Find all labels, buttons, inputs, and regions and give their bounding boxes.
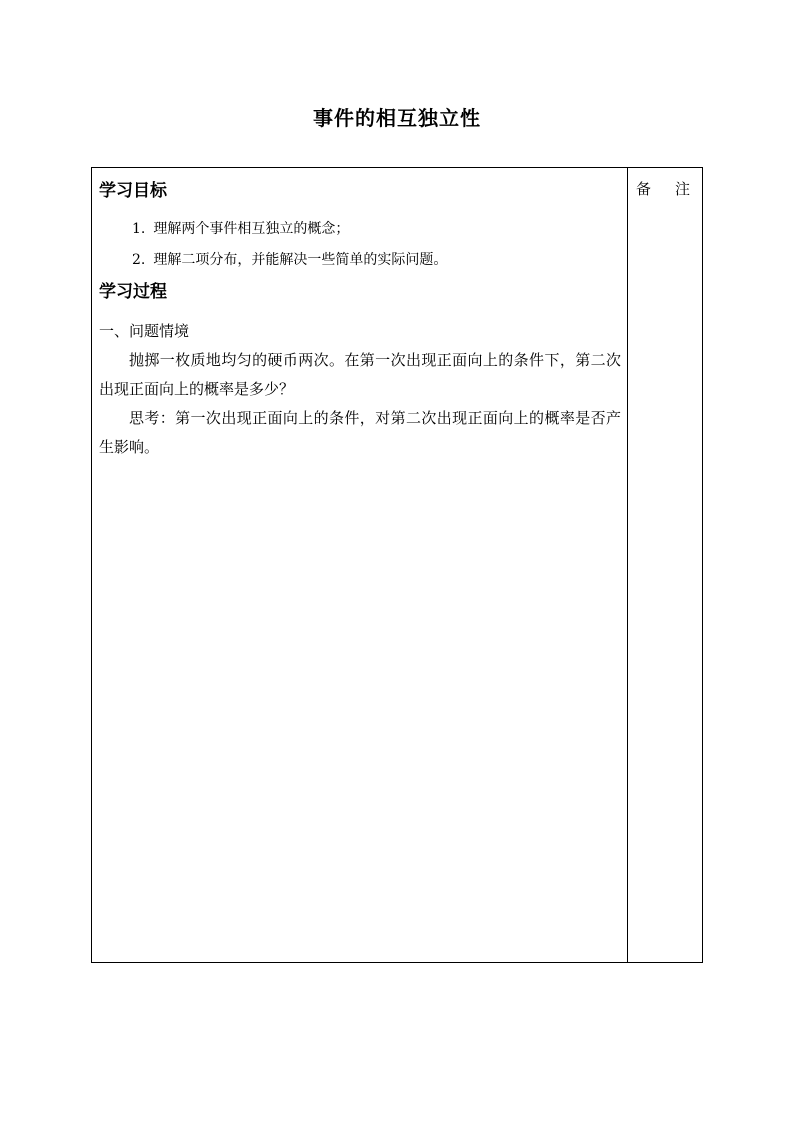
- notes-heading-char: 注: [675, 180, 691, 198]
- objective-text: 理解两个事件相互独立的概念；: [153, 221, 350, 237]
- main-content-cell: [92, 168, 627, 962]
- study-table: [91, 167, 703, 963]
- objective-number: 2.: [132, 252, 146, 268]
- process-heading: 学习过程: [99, 282, 167, 302]
- thinking-paragraph: 思考：第一次出现正面向上的条件，对第二次出现正面向上的概率是否产生影响。: [99, 409, 621, 456]
- objective-text: 理解二项分布，并能解决一些简单的实际问题。: [153, 252, 448, 268]
- notes-cell: [628, 168, 702, 962]
- document-title: 事件的相互独立性: [313, 106, 481, 130]
- notes-heading-char: 备: [636, 180, 652, 198]
- notes-heading: [636, 179, 690, 199]
- objectives-heading: 学习目标: [99, 181, 167, 201]
- objective-item-2: [132, 250, 447, 270]
- problem-paragraph: 抛掷一枚质地均匀的硬币两次。在第一次出现正面向上的条件下，第二次出现正面向上的概率是多少？: [99, 351, 621, 398]
- section-label: 一、问题情境: [99, 322, 190, 340]
- objective-number: 1.: [132, 221, 146, 237]
- objective-item-1: [132, 219, 349, 239]
